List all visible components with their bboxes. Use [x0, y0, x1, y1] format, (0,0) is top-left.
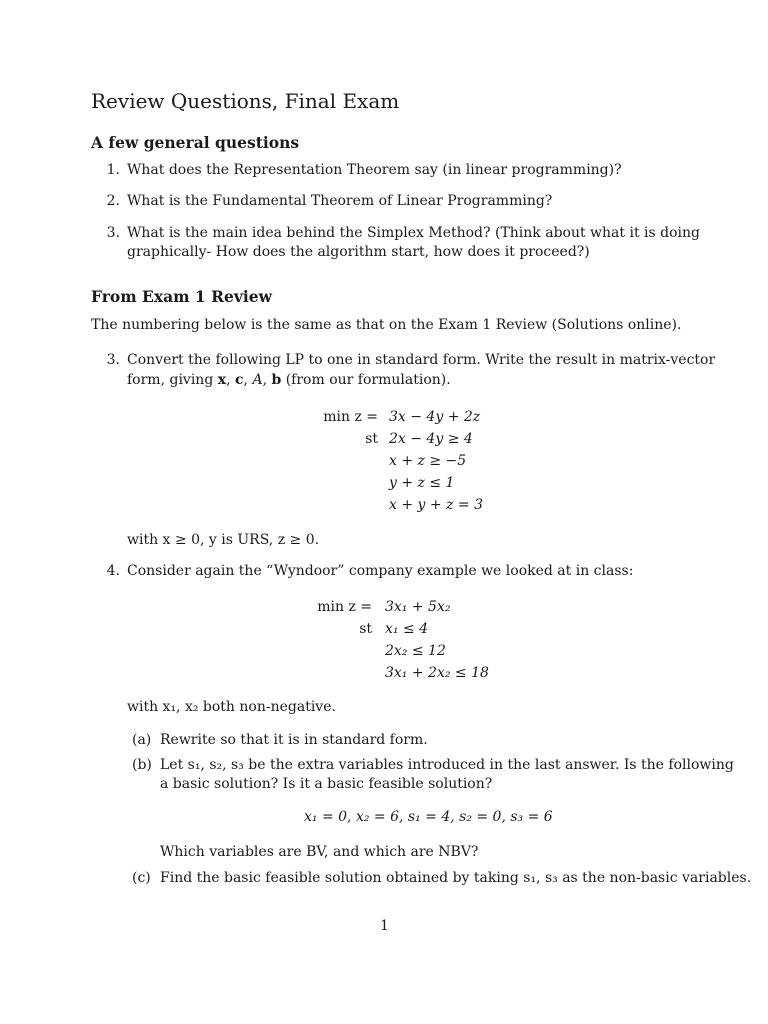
- item-number: 4.: [106, 563, 120, 579]
- part-text: Let s₁, s₂, s₃ be the extra variables introduced in the last answer. Is the following: [160, 757, 734, 773]
- matrix-a: A: [252, 372, 263, 388]
- lp-right: 3x − 4y + 2z: [389, 409, 481, 425]
- item-number: 1.: [106, 162, 120, 178]
- vector-x: x: [217, 372, 227, 388]
- lp-left: st: [359, 621, 372, 637]
- lp-right: x₁ ≤ 4: [385, 621, 429, 637]
- constraint-note: with x₁, x₂ both non-negative.: [127, 699, 336, 715]
- item-number: 2.: [106, 193, 120, 209]
- section-intro: The numbering below is the same as that on the Exam 1 Review (Solutions online).: [91, 317, 682, 333]
- question-text-cont: form, giving x, c, A, b (from our formulation).: [127, 372, 451, 388]
- part-text: Which variables are BV, and which are NBV?: [160, 844, 479, 860]
- question-text-cont: graphically- How does the algorithm start, how does it proceed?): [127, 244, 590, 260]
- lp-left: min z =: [323, 409, 378, 425]
- lp-right: 2x − 4y ≥ 4: [389, 431, 473, 447]
- section-heading-exam1: From Exam 1 Review: [91, 287, 272, 306]
- lp-left: st: [365, 431, 378, 447]
- part-label: (a): [132, 732, 152, 748]
- part-label: (b): [132, 757, 152, 773]
- question-text: Convert the following LP to one in standard form. Write the result in matrix-vector: [127, 352, 716, 368]
- question-text: What is the main idea behind the Simplex Method? (Think about what it is doing: [127, 225, 700, 241]
- section-heading-general: A few general questions: [91, 133, 300, 152]
- item-number: 3.: [106, 225, 120, 241]
- constraint-note: with x ≥ 0, y is URS, z ≥ 0.: [127, 532, 320, 548]
- part-label: (c): [132, 870, 151, 886]
- lp-right: 3x₁ + 2x₂ ≤ 18: [385, 665, 489, 681]
- question-text: Consider again the “Wyndoor” company example we looked at in class:: [127, 563, 634, 579]
- part-text-cont: a basic solution? Is it a basic feasible solution?: [160, 776, 493, 792]
- question-text: What does the Representation Theorem say (in linear programming)?: [127, 162, 622, 178]
- part-text: Rewrite so that it is in standard form.: [160, 732, 428, 748]
- question-text: What is the Fundamental Theorem of Linear Programming?: [127, 193, 553, 209]
- part-text: Find the basic feasible solution obtained by taking s₁, s₃ as the non-basic variables.: [160, 870, 752, 886]
- page-title: Review Questions, Final Exam: [91, 89, 400, 113]
- lp-right: 2x₂ ≤ 12: [385, 643, 446, 659]
- vector-c: c: [235, 372, 244, 388]
- lp-left: min z =: [317, 599, 372, 615]
- page-number: 1: [380, 918, 389, 934]
- lp-right: y + z ≤ 1: [389, 475, 455, 491]
- item-number: 3.: [106, 352, 120, 368]
- lp-right: x + z ≥ −5: [389, 453, 467, 469]
- vector-b: b: [271, 372, 282, 388]
- candidate-solution: x₁ = 0, x₂ = 6, s₁ = 4, s₂ = 0, s₃ = 6: [304, 809, 553, 825]
- lp-right: 3x₁ + 5x₂: [385, 599, 451, 615]
- lp-right: x + y + z = 3: [389, 497, 483, 513]
